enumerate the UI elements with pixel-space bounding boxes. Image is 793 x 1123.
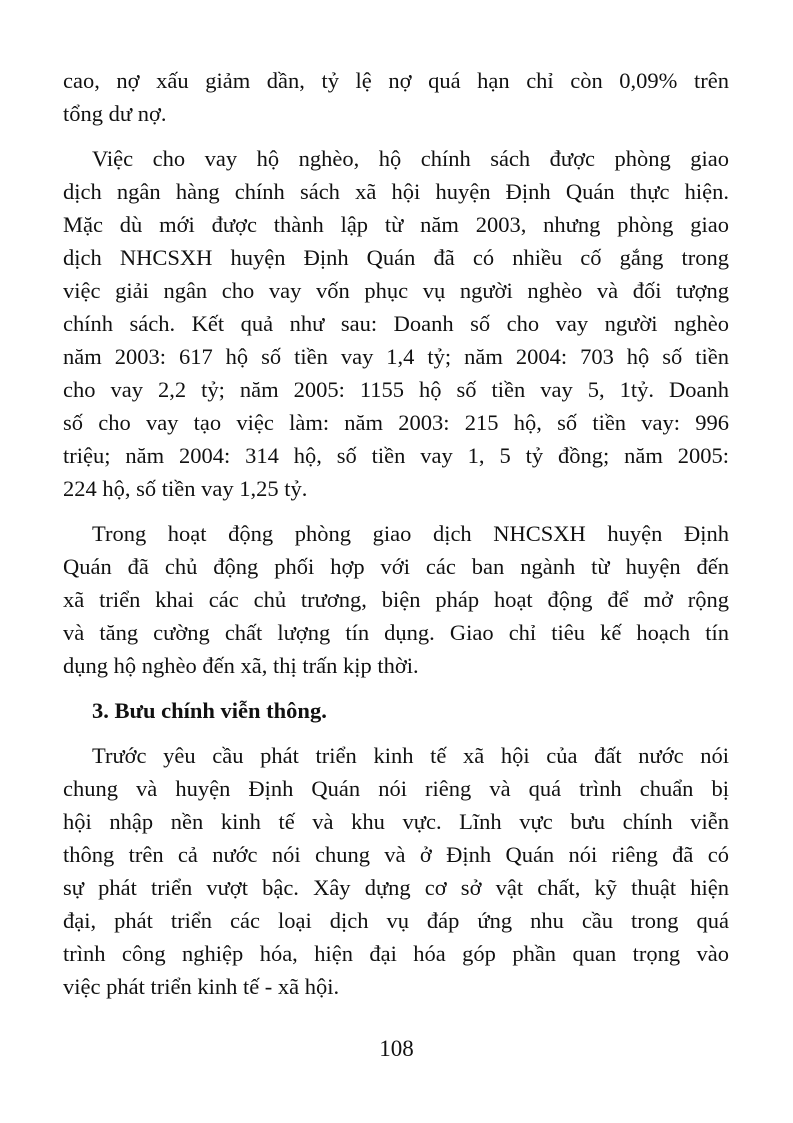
text-line: sự phát triển vượt bậc. Xây dựng cơ sở vật chất, kỹ thuật hiện (63, 875, 729, 900)
text-line: Trước yêu cầu phát triển kinh tế xã hội của đất nước nói (92, 743, 729, 768)
text-line: triệu; năm 2004: 314 hộ, số tiền vay 1, 5 tỷ đồng; năm 2005: (63, 443, 729, 468)
text-line: cho vay 2,2 tỷ; năm 2005: 1155 hộ số tiền vay 5, 1tỷ. Doanh (63, 377, 729, 402)
text-line: chính sách. Kết quả như sau: Doanh số cho vay người nghèo (63, 311, 729, 336)
text-line: dịch ngân hàng chính sách xã hội huyện Định Quán thực hiện. (63, 179, 729, 204)
text-line: việc phát triển kinh tế - xã hội. (63, 974, 340, 999)
text-line: hội nhập nền kinh tế và khu vực. Lĩnh vực bưu chính viễn (63, 809, 729, 834)
text-line: Trong hoạt động phòng giao dịch NHCSXH huyện Định (92, 521, 729, 546)
text-line: tổng dư nợ. (63, 101, 167, 126)
text-line: 224 hộ, số tiền vay 1,25 tỷ. (63, 476, 308, 501)
text-line: năm 2003: 617 hộ số tiền vay 1,4 tỷ; năm 2004: 703 hộ số tiền (63, 344, 729, 369)
text-line: thông trên cả nước nói chung và ở Định Quán nói riêng đã có (63, 842, 729, 867)
text-line: việc giải ngân cho vay vốn phục vụ người nghèo và đối tượng (63, 278, 729, 303)
text-line: đại, phát triển các loại dịch vụ đáp ứng nhu cầu trong quá (63, 908, 729, 933)
text-line: dịch NHCSXH huyện Định Quán đã có nhiều cố gắng trong (63, 245, 729, 270)
section-heading: 3. Bưu chính viễn thông. (92, 698, 327, 723)
text-line: dụng hộ nghèo đến xã, thị trấn kịp thời. (63, 653, 419, 678)
text-line: cao, nợ xấu giảm dần, tỷ lệ nợ quá hạn chỉ còn 0,09% trên (63, 68, 729, 93)
text-line: và tăng cường chất lượng tín dụng. Giao chỉ tiêu kế hoạch tín (63, 620, 729, 645)
text-line: Việc cho vay hộ nghèo, hộ chính sách được phòng giao (92, 146, 729, 171)
text-line: Quán đã chủ động phối hợp với các ban ngành từ huyện đến (63, 554, 729, 579)
text-line: Mặc dù mới được thành lập từ năm 2003, nhưng phòng giao (63, 212, 729, 237)
text-line: số cho vay tạo việc làm: năm 2003: 215 hộ, số tiền vay: 996 (63, 410, 729, 435)
page-number: 108 (379, 1036, 414, 1061)
text-line: xã triển khai các chủ trương, biện pháp hoạt động để mở rộng (63, 587, 729, 612)
text-line: chung và huyện Định Quán nói riêng và quá trình chuẩn bị (63, 776, 729, 801)
text-line: trình công nghiệp hóa, hiện đại hóa góp phần quan trọng vào (63, 941, 729, 966)
